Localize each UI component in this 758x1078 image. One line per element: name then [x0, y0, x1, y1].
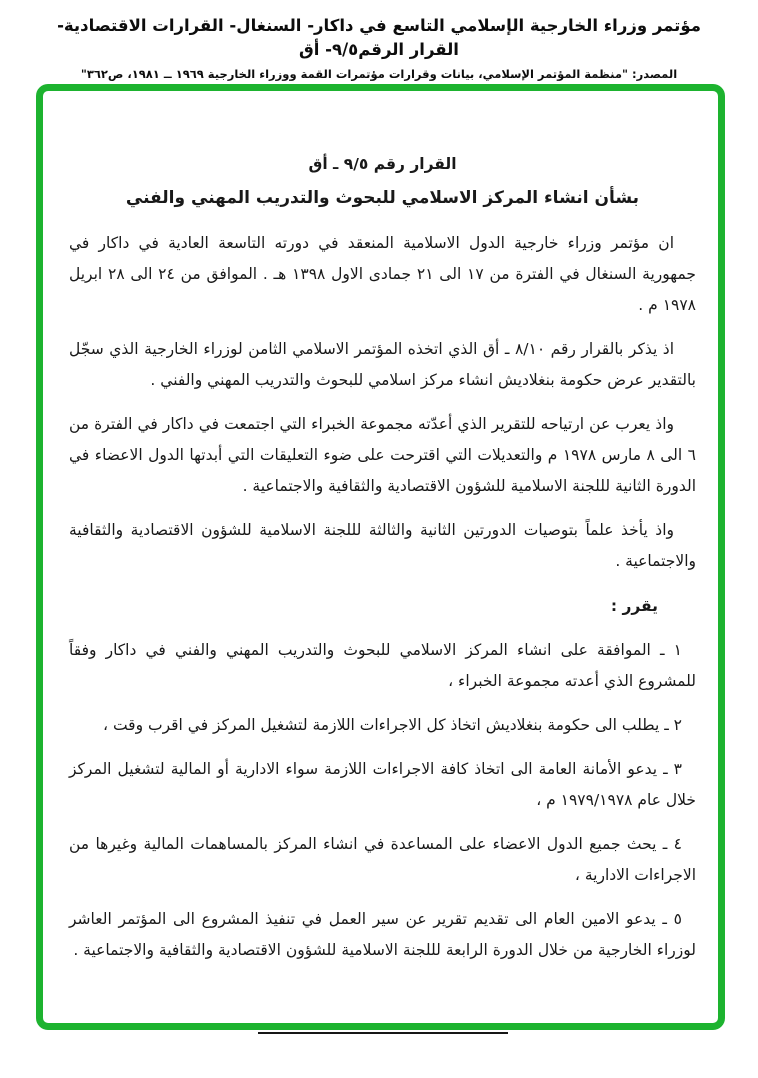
resolution-item-4: ٤ ـ يحث جميع الدول الاعضاء على المساعدة في انشاء المركز بالمساهمات المالية وغيرها من الاجراءات الادارية ، [69, 835, 696, 884]
resolution-item-5: ٥ ـ يدعو الامين العام الى تقديم تقرير عن سير العمل في تنفيذ المشروع الى المؤتمر العاشر لوزراء الخارجية من خلال الدورة الرابعة لللجنة الاسلامية للشؤون الاقتصادية والثقافية والاجتماعية . [69, 910, 696, 959]
citation-header [0, 14, 758, 82]
preamble-paragraph-4: واذ يأخذ علماً بتوصيات الدورتين الثانية والثالثة لللجنة الاسلامية للشؤون الاقتصادية والثقافية والاجتماعية . [69, 521, 696, 570]
resolution-body [43, 91, 718, 1023]
decision-marker: يقرر : [610, 597, 658, 615]
resolution-item-3: ٣ ـ يدعو الأمانة العامة الى اتخاذ كافة الاجراءات اللازمة سواء الادارية أو المالية لتشغيل المركز خلال عام ١٩٧٩/١٩٧٨ م ، [69, 760, 696, 809]
resolution-item-2: ٢ ـ يطلب الى حكومة بنغلاديش اتخاذ كل الاجراءات اللازمة لتشغيل المركز في اقرب وقت ، [103, 716, 682, 734]
preamble-paragraph-1: ان مؤتمر وزراء خارجية الدول الاسلامية المنعقد في دورته التاسعة العادية في داكار في جمهورية السنغال في الفترة من ١٧ الى ٢١ جمادى الاول ١٣٩٨ هـ . الموافق من ٢٤ الى ٢٨ ابريل ١٩٧٨ م . [69, 234, 696, 314]
resolution-subject-heading: بشأن انشاء المركز الاسلامي للبحوث والتدريب المهني والفني [125, 188, 640, 208]
resolution-item-1: ١ ـ الموافقة على انشاء المركز الاسلامي للبحوث والتدريب المهني والفني في داكار وفقاً للمشروع الذي أعدته مجموعة الخبراء ، [69, 641, 696, 690]
resolution-number-heading: القرار رقم ٩/٥ ـ أق [308, 155, 457, 173]
preamble-paragraph-2: اذ يذكر بالقرار رقم ٨/١٠ ـ أق الذي اتخذه المؤتمر الاسلامي الثامن لوزراء الخارجية الذي سجّل بالتقدير عرض حكومة بنغلاديش انشاء مركز اسلامي للبحوث والتدريب المهني والفني . [69, 340, 696, 389]
citation-title-line: مؤتمر وزراء الخارجية الإسلامي التاسع في داكار- السنغال- القرارات الاقتصادية- القرار الرقم٩/٥- أق [57, 16, 701, 59]
preamble-paragraph-3: واذ يعرب عن ارتياحه للتقرير الذي أعدّته مجموعة الخبراء التي اجتمعت في داكار في الفترة من ٦ الى ٨ مارس ١٩٧٨ م والتعديلات التي اقترحت على ضوء التعليقات التي أبدتها الدول الاعضاء في الدورة الثانية لللجنة الاسلامية للشؤون الاقتصادية والثقافية والاجتماعية . [69, 415, 696, 495]
citation-source-line: المصدر: "منظمة المؤتمر الإسلامي، بيانات وقرارات مؤتمرات القمة ووزراء الخارجية ١٩٦٩ ــ ١٩٨١، ص٣٦٢" [80, 67, 678, 81]
green-border-frame [36, 84, 725, 1030]
closing-rule [258, 1032, 508, 1034]
